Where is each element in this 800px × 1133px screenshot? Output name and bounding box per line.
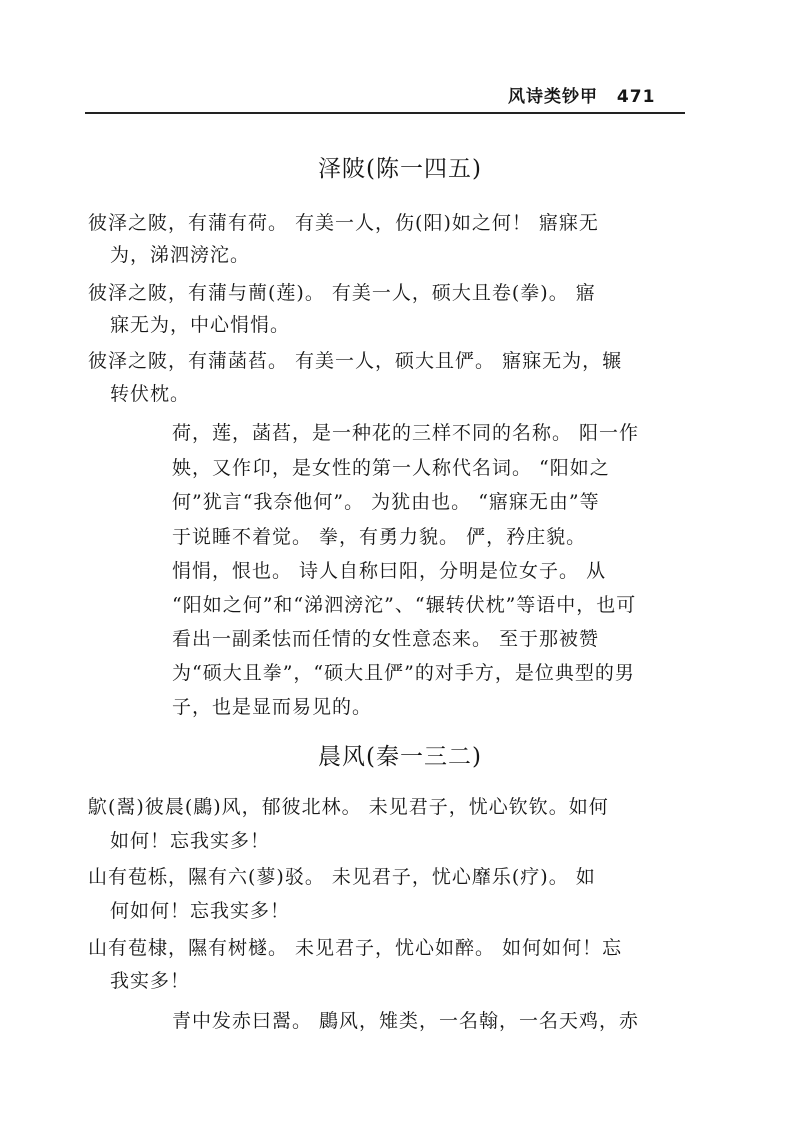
- verse-line: 为，涕泗滂沱。: [110, 244, 251, 266]
- running-header: [508, 82, 666, 107]
- note-line: 子，也是显而易见的。: [172, 696, 373, 718]
- verse-line: 寐无为，中心悁悁。: [110, 314, 291, 336]
- verse-line: 山有苞棣，隰有树檖。 未见君子，忧心如醉。 如何如何！忘: [88, 937, 623, 959]
- verse-line: 如何！忘我实多！: [110, 830, 271, 852]
- note-line: 为“硕大且拳”，“硕大且俨”的对手方，是位典型的男: [172, 662, 635, 684]
- note-line: “阳如之何”和“涕泗滂沱”、“辗转伏枕”等语中，也可: [172, 594, 637, 616]
- verse-line: 何如何！忘我实多！: [110, 900, 291, 922]
- page-number: 471: [616, 87, 656, 107]
- running-title: 风诗类钞甲: [508, 87, 598, 107]
- note-line: 姎，又作卬，是女性的第一人称代名词。 “阳如之: [172, 457, 610, 479]
- note-line: 荷，莲，菡萏，是一种花的三样不同的名称。 阳一作: [172, 422, 640, 444]
- verse-line: 彼泽之陂，有蒲有荷。 有美一人，伤(阳)如之何！ 寤寐无: [88, 212, 599, 234]
- note-line: 悁悁，恨也。 诗人自称曰阳，分明是位女子。 从: [172, 560, 607, 582]
- verse-line: 彼泽之陂，有蒲与蕳(莲)。 有美一人，硕大且卷(拳)。 寤: [88, 282, 596, 304]
- note-line: 看出一副柔怯而任情的女性意态来。 至于那被赞: [172, 628, 600, 650]
- verse-line: 转伏枕。: [110, 383, 191, 405]
- note-line: 青中发赤曰翯。 鷐风，雉类，一名翰，一名天鸡，赤: [172, 1010, 640, 1032]
- note-line: 何”犹言“我奈他何”。 为犹由也。 “寤寐无由”等: [172, 491, 600, 513]
- verse-line: 鴥(翯)彼晨(鷐)风，郁彼北林。 未见君子，忧心钦钦。如何: [88, 796, 609, 818]
- header-rule: [85, 112, 685, 114]
- verse-line: 山有苞栎，隰有六(蓼)驳。 未见君子，忧心靡乐(疗)。 如: [88, 866, 596, 888]
- section-title: 晨风(秦一三二): [318, 744, 482, 770]
- section-title: 泽陂(陈一四五): [318, 156, 482, 182]
- verse-line: 我实多！: [110, 970, 191, 992]
- verse-line: 彼泽之陂，有蒲菡萏。 有美一人，硕大且俨。 寤寐无为，辗: [88, 350, 623, 372]
- note-line: 于说睡不着觉。 拳，有勇力貌。 俨，矜庄貌。: [172, 526, 587, 548]
